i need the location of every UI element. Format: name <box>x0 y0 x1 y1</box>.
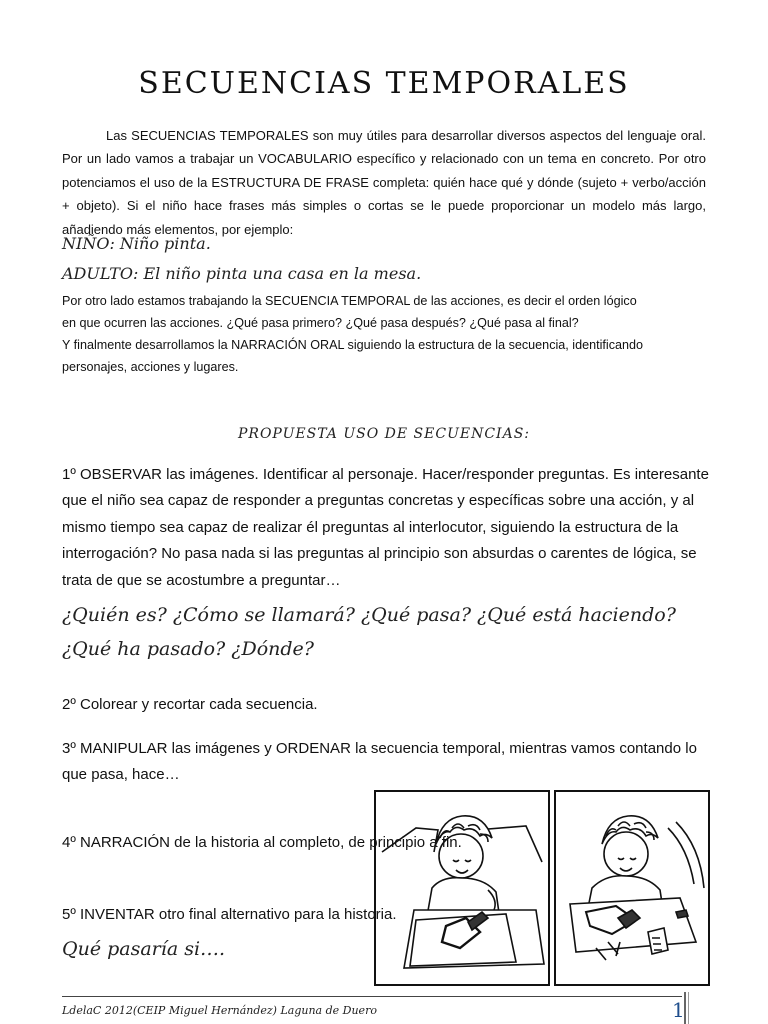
paragraph-2 <box>62 290 712 378</box>
example-questions: ¿Quién es? ¿Cómo se llamará? ¿Qué pasa? ¿Qué está haciendo? ¿Qué ha pasado? ¿Dónde? <box>62 604 676 660</box>
example-adult: ADULTO: El niño pinta una casa en la mesa. <box>62 264 422 283</box>
section-subtitle: PROPUESTA USO DE SECUENCIAS: <box>237 426 531 442</box>
step-2: 2º Colorear y recortar cada secuencia. <box>62 696 318 713</box>
paragraph-2-line: personajes, acciones y lugares. <box>62 360 239 374</box>
step-5: 5º INVENTAR otro final alternativo para la historia. <box>62 906 397 923</box>
page-number: 1 <box>672 998 685 1022</box>
page-title: SECUENCIAS TEMPORALES <box>138 66 630 101</box>
paragraph-2-line: en que ocurren las acciones. ¿Qué pasa primero? ¿Qué pasa después? ¿Qué pasa al final? <box>62 316 579 330</box>
paragraph-2-line: Por otro lado estamos trabajando la SECUENCIA TEMPORAL de las acciones, es decir el orden lógico <box>62 294 637 308</box>
child-coloring-illustration <box>556 792 708 984</box>
footer-divider <box>62 996 682 997</box>
page-number-divider-thin <box>688 992 689 1024</box>
intro-paragraph <box>62 124 706 241</box>
step-4: 4º NARRACIÓN de la historia al completo, de principio a fin. <box>62 834 462 851</box>
child-drawing-illustration <box>376 792 548 984</box>
sequence-image-1 <box>374 790 550 986</box>
what-if-prompt: Qué pasaría si…. <box>62 938 226 960</box>
example-child: NIÑO: Niño pinta. <box>62 234 211 253</box>
step-3: 3º MANIPULAR las imágenes y ORDENAR la secuencia temporal, mientras vamos contando lo que pasa, hace… <box>62 740 697 783</box>
sequence-image-2 <box>554 790 710 986</box>
paragraph-2-line: Y finalmente desarrollamos la NARRACIÓN ORAL siguiendo la estructura de la secuencia, identificando <box>62 338 644 352</box>
step-1: 1º OBSERVAR las imágenes. Identificar al personaje. Hacer/responder preguntas. Es interesante que el niño sea capaz de responder a preguntas concretas y específicas sobre una acción, y al mismo tiempo sea capaz de realizar él preguntas al interlocutor, siguiendo la estructura de la interrogación? No pasa nada si las preguntas al principio son absurdas o carentes de lógica, se trata de que se acostumbre a preguntar… <box>62 466 709 589</box>
footer-credit: LdelaC 2012(CEIP Miguel Hernández) Laguna de Duero <box>62 1004 377 1017</box>
intro-text: Las SECUENCIAS TEMPORALES son muy útiles para desarrollar diversos aspectos del lenguaje oral. Por un lado vamos a trabajar un VOCABULARIO específico y relacionado con un tema en concreto. Por otro potenciamos el uso de la ESTRUCTURA DE FRASE completa: quién hace qué y dónde (sujeto + verbo/acción + objeto). Si el niño hace frases más simples o cortas se le puede proporcionar un modelo más largo, añadiendo más elementos, por ejemplo: <box>62 128 706 237</box>
